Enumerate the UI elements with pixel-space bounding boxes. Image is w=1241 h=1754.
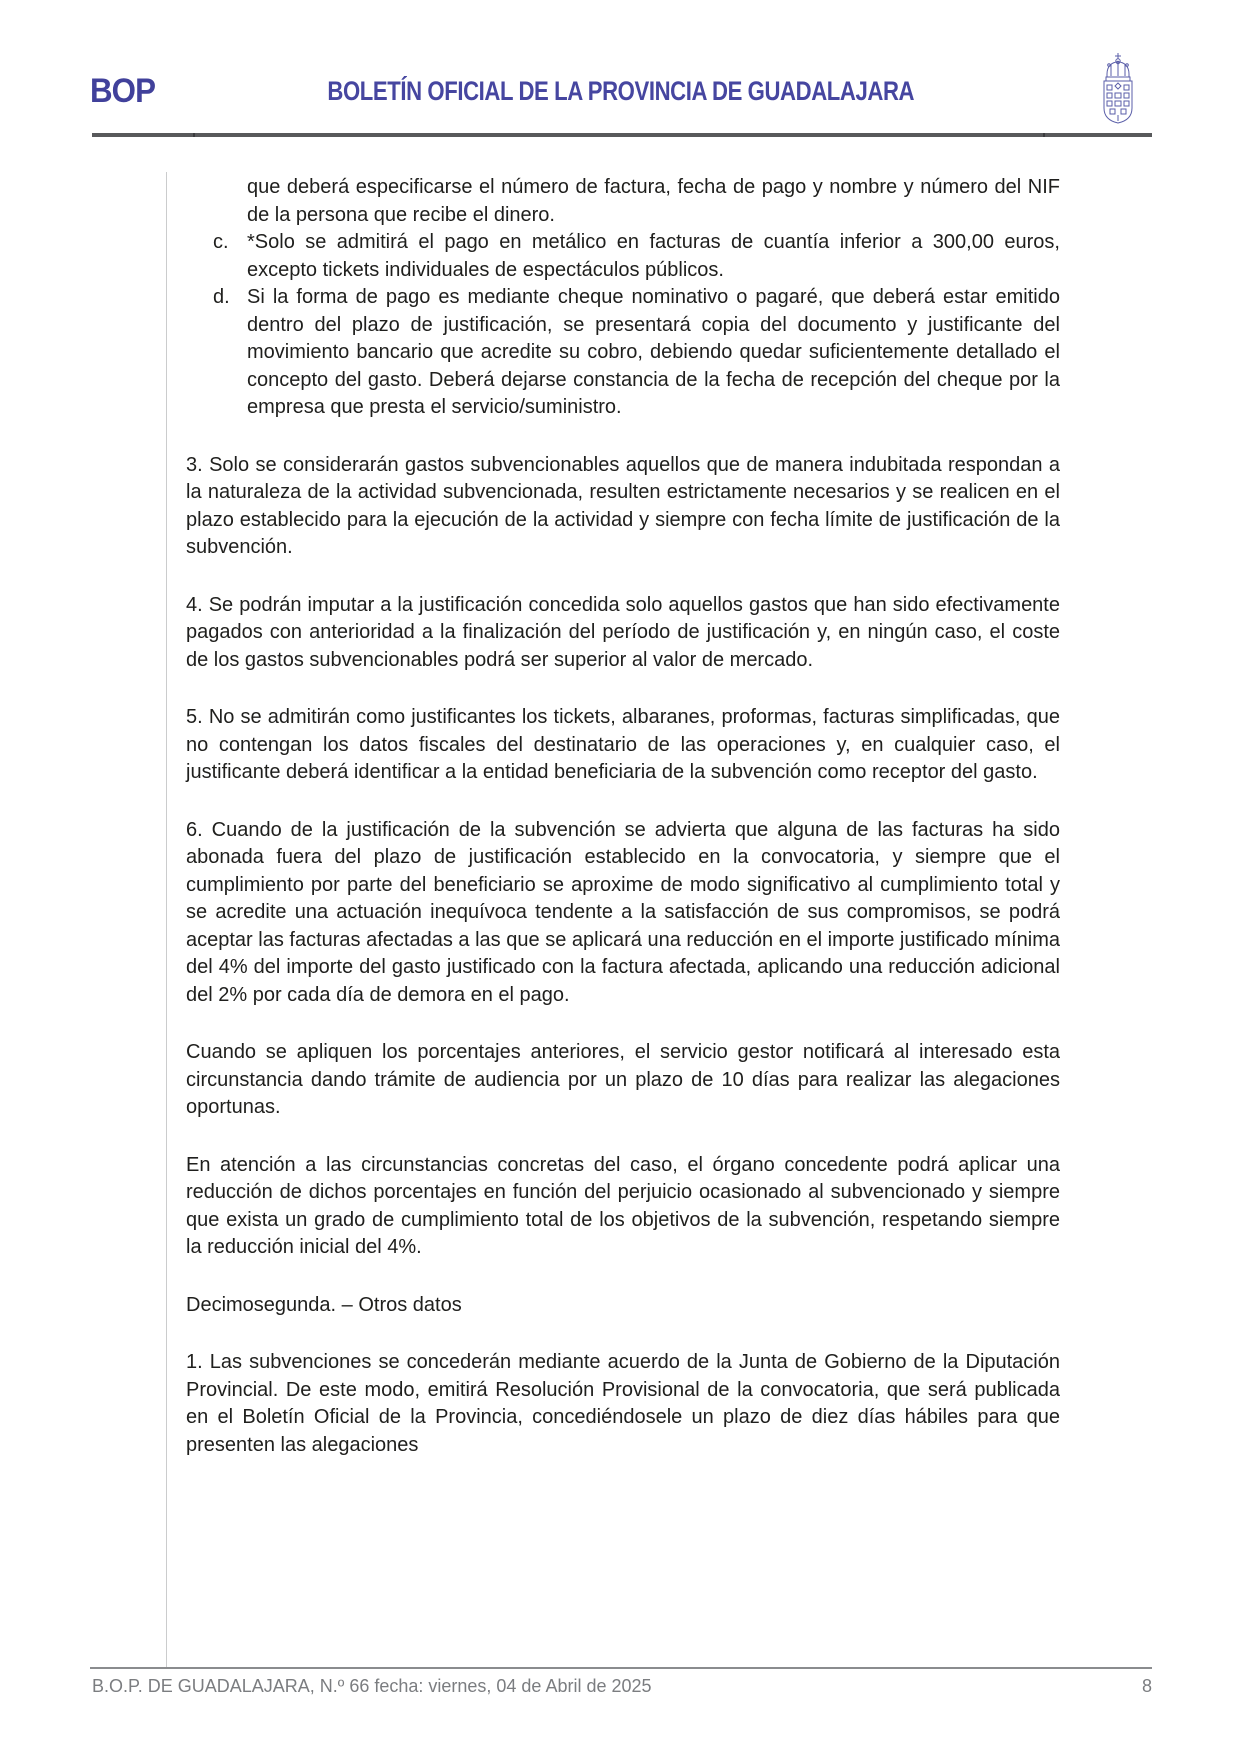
document-body [166,172,1060,1668]
bop-logo: BOP [90,72,156,110]
footer-page-number: 8 [1141,1676,1152,1696]
list-item-text: que deberá especificarse el número de factura, fecha de pago y nombre y número del NIF de la persona que recibe el dinero. [247,176,1060,226]
divider-notch [193,133,195,137]
header-divider [92,133,1152,137]
list-item [186,284,1060,422]
paragraph: 5. No se admitirán como justificantes los tickets, albaranes, proformas, facturas simplificadas, que no contengan los datos fiscales del destinatario de las operaciones y, en cualquier caso, el justificante deberá identificar a la entidad beneficiaria de la subvención como receptor del gasto. [186,706,1060,783]
list-item-text: *Solo se admitirá el pago en metálico en facturas de cuantía inferior a 300,00 euros, excepto tickets individuales de espectáculos públicos. [247,231,1060,281]
paragraph: En atención a las circunstancias concretas del caso, el órgano concedente podrá aplicar una reducción de dichos porcentajes en función del perjuicio ocasionado al subvencionado y siempre que exista un grado de cumplimiento total de los objetivos de la subvención, respetando siempre la reducción inicial del 4%. [186,1153,1060,1258]
paragraph: Cuando se apliquen los porcentajes anteriores, el servicio gestor notificará al interesado esta circunstancia dando trámite de audiencia por un plazo de 10 días para realizar las alegaciones oportunas. [186,1041,1060,1118]
divider-notch [1043,133,1045,137]
page-title: BOLETÍN OFICIAL DE LA PROVINCIA DE GUADALAJARA [327,76,914,106]
paragraph: 6. Cuando de la justificación de la subvención se advierta que alguna de las facturas ha sido abonada fuera del plazo de justificación establecido en la convocatoria, y siempre que el cumplimiento por parte del beneficiario se aproxime de modo significativo al cumplimiento total y se acredite una actuación inequívoca tendente a la satisfacción de sus compromisos, se podrá aceptar las facturas afectadas a las que se aplicará una reducción en el importe justificado mínima del 4% del importe del gasto justificado con la factura afectada, aplicando una reducción adicional del 2% por cada día de demora en el pago. [186,818,1060,1006]
list-item-text: Si la forma de pago es mediante cheque nominativo o pagaré, que deberá estar emitido dentro del plazo de justificación, se presentará copia del documento y justificante del movimiento bancario que acredite su cobro, debiendo quedar suficientemente detallado el concepto del gasto. Deberá dejarse constancia de la fecha de recepción del cheque por la empresa que presta el servicio/suministro. [247,286,1060,418]
paragraph: 4. Se podrán imputar a la justificación concedida solo aquellos gastos que han sido efectivamente pagados con anterioridad a la finalización del período de justificación y, en ningún caso, el coste de los gastos subvencionables podrá ser superior al valor de mercado. [186,593,1060,671]
header-title-wrap [0,76,1241,107]
guadalajara-crest-icon [1096,52,1140,128]
list-item [186,174,1060,229]
paragraph: 3. Solo se considerarán gastos subvencionables aquellos que de manera indubitada respondan a la naturaleza de la actividad subvencionada, resulten estrictamente necesarios y se realicen en el plazo establecido para la ejecución de la actividad y siempre con fecha límite de justificación de la subvención. [186,453,1060,558]
list-marker: d. [213,286,230,308]
footer-publication-info: B.O.P. DE GUADALAJARA, N.º 66 fecha: viernes, 04 de Abril de 2025 [92,1676,652,1696]
section-heading: Decimosegunda. – Otros datos [186,1293,462,1316]
footer [92,1676,1152,1697]
payment-terms-list [186,174,1060,422]
list-item [186,229,1060,284]
footer-divider [90,1667,1152,1669]
paragraph: 1. Las subvenciones se concederán mediante acuerdo de la Junta de Gobierno de la Diputación Provincial. De este modo, emitirá Resolución Provisional de la convocatoria, que será publicada en el Boletín Oficial de la Provincia, concediéndosele un plazo de diez días hábiles para que presenten las alegaciones [186,1351,1060,1456]
list-marker: c. [213,231,229,253]
